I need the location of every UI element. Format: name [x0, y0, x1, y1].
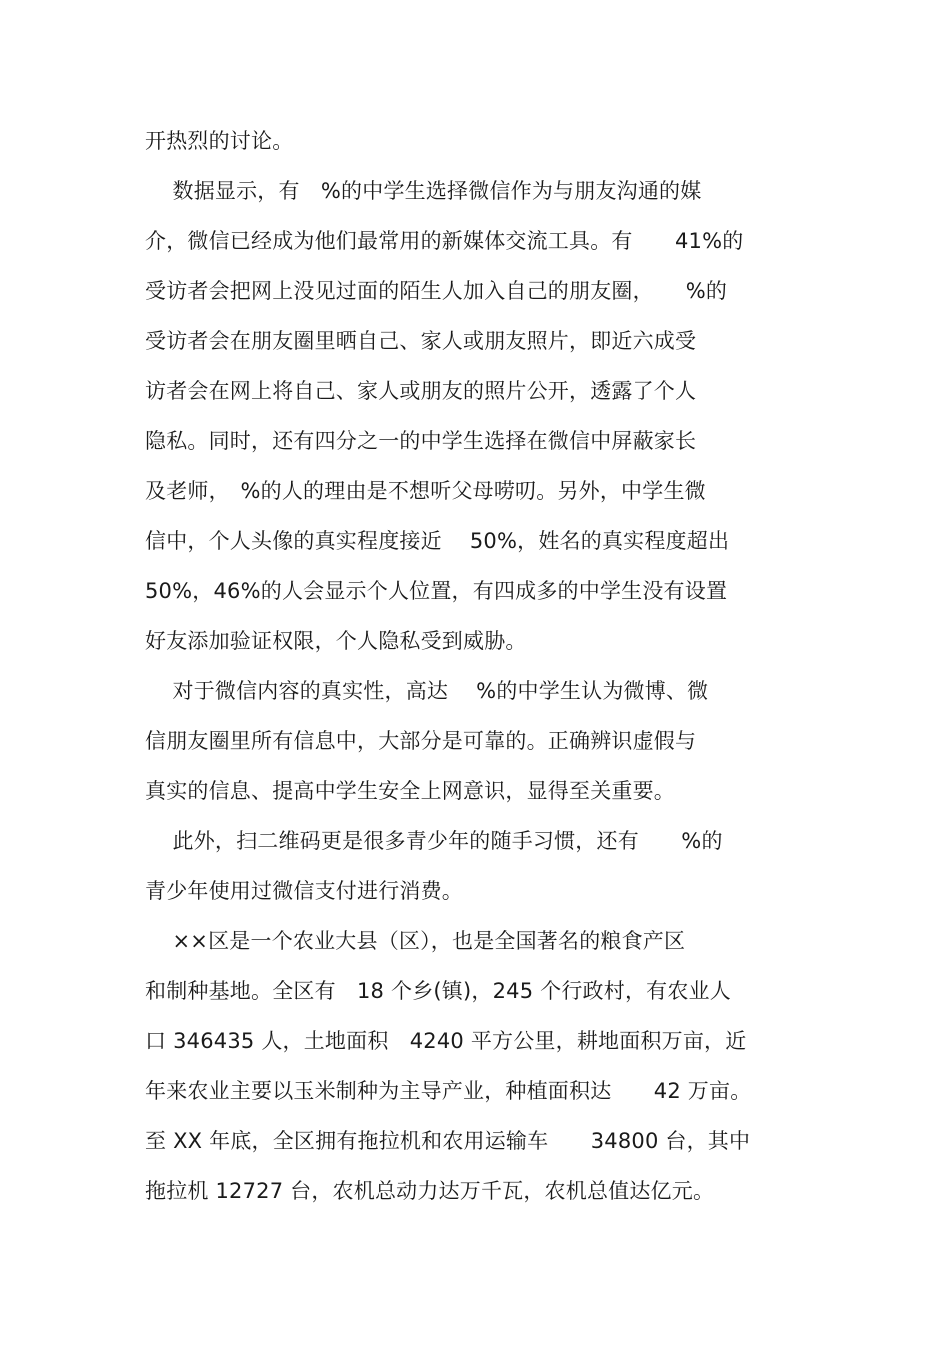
text-line: 至 XX 年底，全区拥有拖拉机和农用运输车 34800 台，其中	[145, 1129, 751, 1153]
text-line: 50%，46%的人会显示个人位置，有四成多的中学生没有设置	[145, 579, 728, 603]
text-line: 口 346435 人，土地面积 4240 平方公里，耕地面积万亩，近	[145, 1029, 747, 1053]
text-line: ××区是一个农业大县（区），也是全国著名的粮食产区	[145, 929, 686, 953]
text-line: 好友添加验证权限，个人隐私受到威胁。	[145, 629, 527, 653]
text-line: 信中，个人头像的真实程度接近 50%，姓名的真实程度超出	[145, 529, 730, 553]
text-line: 隐私。同时，还有四分之一的中学生选择在微信中屏蔽家长	[145, 429, 697, 453]
text-line: 真实的信息、提高中学生安全上网意识，显得至关重要。	[145, 779, 675, 803]
text-line: 此外，扫二维码更是很多青少年的随手习惯，还有 %的	[145, 829, 723, 853]
text-line: 数据显示，有 %的中学生选择微信作为与朋友沟通的媒	[145, 179, 702, 203]
text-line: 对于微信内容的真实性，高达 %的中学生认为微博、微	[145, 679, 709, 703]
text-line: 及老师， %的人的理由是不想听父母唠叨。另外，中学生微	[145, 479, 706, 503]
text-line: 青少年使用过微信支付进行消费。	[145, 879, 463, 903]
text-line: 开热烈的讨论。	[145, 129, 294, 153]
text-line: 年来农业主要以玉米制种为主导产业，种植面积达 42 万亩。	[145, 1079, 752, 1103]
text-line: 和制种基地。全区有 18 个乡(镇)，245 个行政村，有农业人	[145, 979, 731, 1003]
text-line: 介，微信已经成为他们最常用的新媒体交流工具。有 41%的	[145, 229, 744, 253]
text-line: 拖拉机 12727 台，农机总动力达万千瓦，农机总值达亿元。	[145, 1179, 715, 1203]
text-line: 信朋友圈里所有信息中，大部分是可靠的。正确辨识虚假与	[145, 729, 697, 753]
text-line: 访者会在网上将自己、家人或朋友的照片公开，透露了个人	[145, 379, 697, 403]
text-line: 受访者会把网上没见过面的陌生人加入自己的朋友圈， %的	[145, 279, 728, 303]
text-line: 受访者会在朋友圈里晒自己、家人或朋友照片，即近六成受	[145, 329, 697, 353]
